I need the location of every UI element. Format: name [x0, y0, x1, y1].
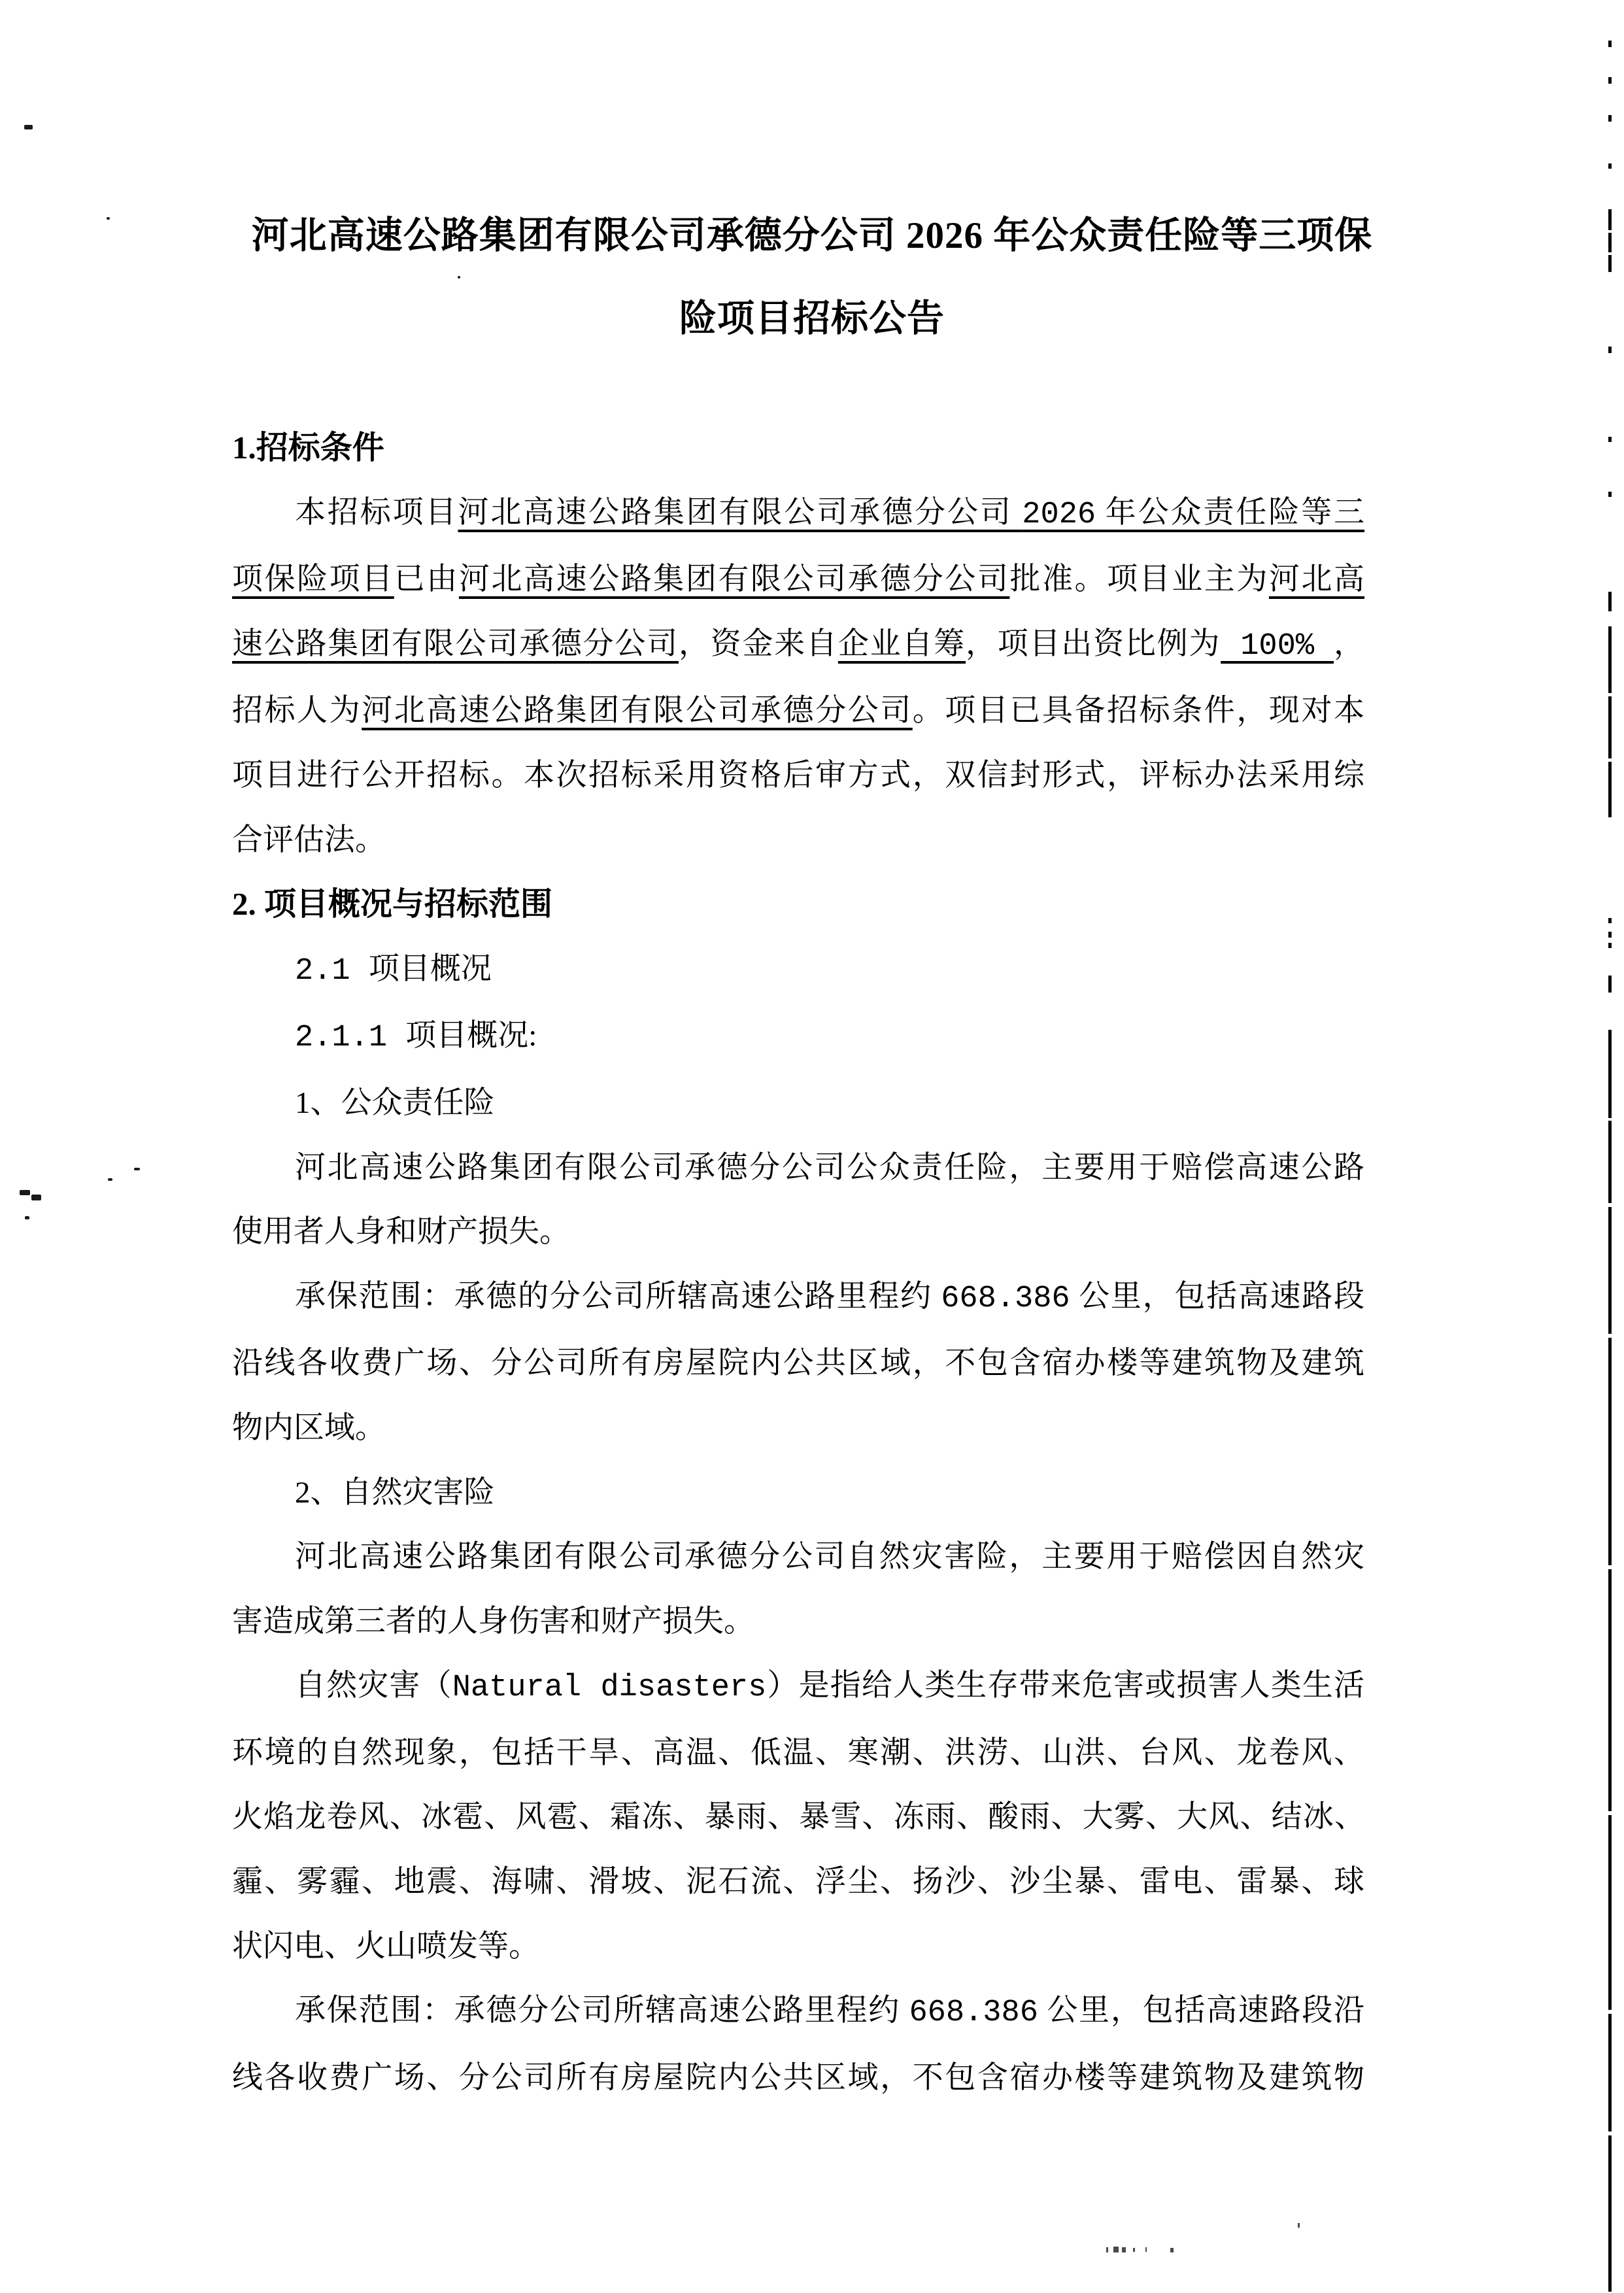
text-line-17 [232, 1461, 1364, 1525]
scan-edge-mark [1608, 918, 1612, 923]
scan-edge-mark [1608, 626, 1612, 693]
text-line-11 [232, 1071, 1364, 1136]
text-line-25 [232, 1979, 1364, 2046]
underlined-text: 河北高 [1268, 562, 1365, 597]
text-line-22 [232, 1785, 1364, 1850]
scan-noise [1106, 2247, 1108, 2252]
text-segment: 2、自然灾害险 [295, 1475, 495, 1510]
text-segment: ， [1334, 626, 1365, 661]
scan-edge-mark [1608, 2135, 1612, 2292]
text-segment: Natural disasters [452, 1671, 767, 1706]
text-line-16 [232, 1396, 1364, 1461]
text-line-19 [232, 1589, 1364, 1654]
scan-noise [1133, 2248, 1135, 2252]
text-segment: 公里，包括高速路段沿 [1038, 1994, 1365, 2028]
text-line-5 [232, 679, 1364, 743]
text-segment: ，项目出资比例为 [965, 626, 1221, 661]
ink-speck [107, 217, 110, 220]
text-segment: 668.386 [941, 1281, 1070, 1316]
text-segment: ，资金来自 [678, 626, 838, 661]
text-segment: 河北高速公路集团有限公司承德分公司自然灾害险，主要用于赔偿因自然灾 [295, 1540, 1364, 1574]
text-line-8 [232, 872, 1364, 937]
scan-noise [1170, 2248, 1174, 2252]
scan-edge-mark [1608, 1338, 1612, 1565]
text-line-18 [232, 1525, 1364, 1589]
scan-edge-mark [1608, 1815, 1612, 2010]
text-segment: 线各收费广场、分公司所有房屋院内公共区域，不包含宿办楼等建筑物及建筑物 [232, 2060, 1364, 2095]
scan-edge-mark [1608, 762, 1612, 817]
scan-edge-mark [1608, 163, 1612, 169]
ink-speck [31, 1195, 41, 1200]
scan-noise [1113, 2247, 1119, 2252]
text-segment: 承保范围：承德的分公司所辖高速公路里程约 [295, 1279, 941, 1314]
text-line-26 [232, 2046, 1364, 2111]
scan-edge-mark [1608, 209, 1612, 230]
text-line-3 [232, 547, 1364, 612]
text-line-15 [232, 1331, 1364, 1396]
text-segment: 。项目已具备招标条件，现对本 [912, 694, 1365, 728]
text-segment: 公里，包括高速路段 [1070, 1279, 1365, 1314]
scan-edge-mark [1608, 592, 1612, 611]
text-line-6 [232, 743, 1364, 808]
scan-edge-mark [1608, 77, 1612, 84]
text-line-13 [232, 1200, 1364, 1265]
text-segment: 合评估法。 [232, 823, 386, 857]
text-segment: 霾、雾霾、地震、海啸、滑坡、泥石流、浮尘、扬沙、沙尘暴、雷电、雷暴、球 [232, 1865, 1364, 1899]
underlined-text: 企业自筹 [837, 626, 966, 661]
text-line-1 [232, 416, 1364, 481]
scan-edge-mark [1608, 255, 1612, 272]
text-segment: 物内区域。 [232, 1410, 386, 1445]
scan-edge-mark [1608, 437, 1612, 442]
text-segment: 状闪电、火山喷发等。 [232, 1929, 539, 1963]
text-segment: 668.386 [909, 1996, 1038, 2031]
scan-edge-mark [1608, 233, 1612, 252]
scan-edge-mark [1608, 347, 1612, 353]
ink-speck [108, 1178, 112, 1181]
scan-edge-mark [1608, 41, 1612, 47]
scan-edge-mark [1608, 1207, 1612, 1334]
text-line-4 [232, 612, 1364, 679]
text-segment: 2.1.1 [295, 1021, 406, 1056]
document-title-line-2: 险项目招标公告 [679, 298, 945, 339]
underlined-text: 年公众责任险等三 [1096, 495, 1365, 530]
text-segment: 害造成第三者的人身伤害和财产损失。 [232, 1604, 754, 1639]
ink-speck [24, 125, 33, 129]
text-segment: 承保范围：承德分公司所辖高速公路里程约 [295, 1994, 909, 2028]
text-line-2 [232, 481, 1364, 548]
scan-edge-mark [1608, 115, 1612, 122]
scan-edge-mark [1608, 1569, 1612, 1811]
underlined-text: 河北高速公路集团有限公司承德分公司 [458, 562, 1010, 597]
text-segment: 火焰龙卷风、冰雹、风雹、霜冻、暴雨、暴雪、冻雨、酸雨、大雾、大风、结冰、 [232, 1800, 1364, 1835]
scan-edge-mark [1608, 932, 1612, 938]
text-segment: 自然灾害（ [295, 1669, 452, 1703]
document-body [232, 416, 1364, 2110]
text-segment: 河北高速公路集团有限公司承德分公司公众责任险，主要用于赔偿高速公路 [295, 1150, 1364, 1185]
text-segment: 已由 [394, 562, 459, 597]
text-line-7 [232, 808, 1364, 873]
scan-edge-mark [1608, 2014, 1612, 2132]
scan-edge-mark [1608, 1121, 1612, 1203]
underlined-text: 河北高速公路集团有限公司承德分公司 [458, 495, 1023, 530]
text-line-20 [232, 1654, 1364, 1721]
text-segment: 2. 项目概况与招标范围 [232, 886, 553, 923]
ink-speck [20, 1190, 30, 1195]
underlined-text: 速公路集团有限公司承德分公司 [232, 626, 679, 661]
underlined-text: 河北高速公路集团有限公司承德分公司 [362, 694, 913, 728]
text-segment: 招标人为 [232, 694, 362, 728]
text-segment: 项目概况: [405, 1019, 537, 1053]
scan-edge-mark [1608, 696, 1612, 758]
scan-edge-mark [1608, 976, 1612, 993]
text-segment: 项目概况 [368, 951, 492, 986]
text-segment: 使用者人身和财产损失。 [232, 1215, 570, 1249]
text-line-10 [232, 1004, 1364, 1071]
scan-edge-mark [1608, 492, 1612, 497]
text-segment: 批准。项目业主为 [1009, 562, 1269, 597]
underlined-text: 2026 [1022, 497, 1096, 532]
scan-noise [1298, 2223, 1300, 2228]
text-segment: 项目进行公开招标。本次招标采用资格后审方式，双信封形式，评标办法采用综 [232, 758, 1364, 792]
text-segment: 1、公众责任险 [295, 1085, 495, 1120]
underlined-text: 项保险项目 [232, 562, 394, 597]
scan-edge-mark [1608, 943, 1612, 948]
scan-noise [1122, 2247, 1126, 2252]
ink-speck [134, 1168, 140, 1170]
text-line-21 [232, 1721, 1364, 1786]
document-title [209, 194, 1415, 360]
ink-speck [25, 1216, 29, 1219]
text-line-23 [232, 1850, 1364, 1914]
text-segment: ）是指给人类生存带来危害或损害人类生活 [766, 1669, 1364, 1703]
text-segment: 本招标项目 [295, 495, 458, 530]
text-line-14 [232, 1265, 1364, 1332]
text-segment: 环境的自然现象，包括干旱、高温、低温、寒潮、洪涝、山洪、台风、龙卷风、 [232, 1735, 1364, 1770]
text-segment: 1.招标条件 [232, 430, 384, 466]
scan-edge-mark [1608, 1030, 1612, 1118]
text-segment: 2.1 [295, 953, 369, 989]
underlined-text: 100% [1221, 628, 1334, 664]
text-line-12 [232, 1136, 1364, 1200]
scan-noise [1145, 2247, 1147, 2252]
text-line-24 [232, 1914, 1364, 1979]
document-title-line-1: 河北高速公路集团有限公司承德分公司 2026 年公众责任险等三项保 [251, 215, 1373, 256]
ink-speck [458, 276, 460, 279]
text-line-9 [232, 937, 1364, 1004]
text-segment: 沿线各收费广场、分公司所有房屋院内公共区域，不包含宿办楼等建筑物及建筑 [232, 1346, 1364, 1381]
